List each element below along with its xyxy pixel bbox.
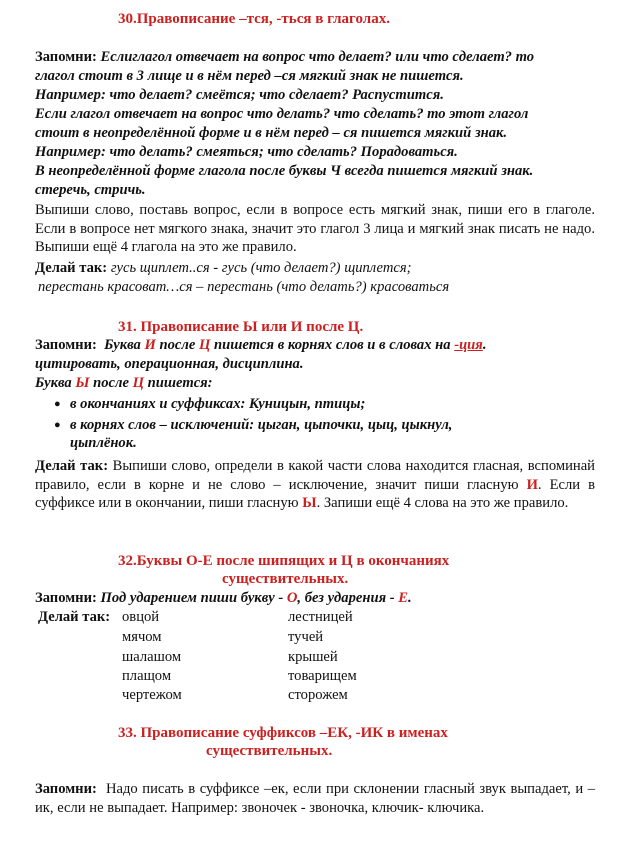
letter-ts: Ц [132, 375, 145, 391]
section-31-bullet-2-cont: цыплёнок. [70, 435, 137, 451]
bullet-icon: ● [54, 419, 61, 431]
section-30-do-line-1 [35, 259, 411, 277]
section-33-title-line-2: существительных. [206, 743, 333, 759]
example-word-left: овцой [122, 609, 160, 625]
remember-label: Запомни: [35, 590, 97, 606]
letter-ts: Ц [199, 337, 211, 353]
section-31-rule-line-3: Буква Ы после Ц пишется: [35, 375, 213, 391]
section-30-title: 30.Правописание –тся, -ться в глаголах. [118, 11, 390, 27]
section-32-rule: Запомни: Под ударением пиши букву - О, без ударения - Е. [35, 590, 412, 606]
letter-i: И [526, 476, 538, 493]
section-30-rule-line-6: стеречь, стричь. [35, 182, 146, 198]
section-31-bullet-1: в окончаниях и суффиксах: Куницын, птицы; [70, 396, 366, 412]
section-30-rule-line-3: Если глагол отвечает на вопрос что делать? что сделать? то этот глагол [35, 106, 529, 122]
example-word-left: мячом [122, 629, 162, 645]
example-word-left: чертежом [122, 687, 182, 703]
rule-text: Еслиглагол отвечает на вопрос что делает? или что сделает? то [100, 49, 535, 65]
section-30-rule-line-1 [35, 48, 534, 66]
example-word-right: товарищем [288, 668, 357, 684]
example-word-right: крышей [288, 649, 338, 665]
remember-label: Запомни: [35, 781, 97, 797]
letter-y: Ы [302, 495, 317, 512]
section-30-rule-line-4: стоит в неопределённой форме и в нём перед – ся пишется мягкий знак. [35, 125, 508, 141]
section-30-rule-line-2: глагол стоит в 3 лище и в нём перед –ся мягкий знак не пишется. [35, 68, 464, 84]
do-label: Делай так: [38, 609, 111, 625]
section-33-rule [35, 780, 595, 817]
section-30-do-line-2: перестань красоват…ся – перестань (что делать?) красоваться [38, 279, 450, 295]
section-30-example-1: Например: что делает? смеётся; что сделает? Распустится. [35, 87, 444, 103]
section-31-task: Делай так: Выпиши слово, определи в какой части слова находится гласная, вспоминай правило, если в корне и не слово – исключение, значит пиши гласную И. Если в суффиксе или в окончании, пиши гласную Ы. Запиши ещё 4 слова на это же правило. [35, 458, 595, 512]
letter-i: И [144, 337, 156, 353]
section-31-bullet-2: в корнях слов – исключений: цыган, цыпочки, цыц, цыкнул, [70, 417, 453, 433]
example-word-right: лестницей [288, 609, 353, 625]
section-30-example-2: Например: что делать? смеяться; что сделать? Порадоваться. [35, 144, 458, 160]
section-30-rule-line-5: В неопределённой форме глагола после буквы Ч всегда пишется мягкий знак. [35, 163, 534, 179]
do-label: Делай так: [35, 458, 109, 474]
section-31-rule-line-2: цитировать, операционная, дисциплина. [35, 356, 304, 372]
section-33-title-line-1: 33. Правописание суффиксов –ЕК, -ИК в именах [118, 725, 448, 741]
example-word-left: шалашом [122, 649, 182, 665]
letter-o: О [286, 590, 298, 606]
remember-label: Запомни: [35, 49, 97, 65]
rule-text: Надо писать в суффиксе –ек, если при склонении гласный звук выпадает, и –ик, если не выпадает. Например: звоночек - звоночка, ключик- ключика. [35, 781, 595, 816]
suffix-tsia: -ция [454, 337, 483, 353]
section-31-title: 31. Правописание Ы или И после Ц. [118, 319, 364, 335]
example-word-left: плащом [122, 668, 172, 684]
letter-e: Е [398, 590, 408, 606]
example-word-right: тучей [288, 629, 324, 645]
section-30-task: Выпиши слово, поставь вопрос, если в вопросе есть мягкий знак, пиши его в глаголе. Если в вопросе нет мягкого знака, значит это глагол 3 лица и мягкий знак писать не надо. Выпиши ещё 4 глагола на это же правило. [35, 202, 595, 255]
section-32-title-line-2: существительных. [222, 571, 349, 587]
remember-label: Запомни: [35, 337, 97, 353]
section-31-rule-line-1: Запомни: Буква И после Ц пишется в корнях слов и в словах на -ция. [35, 337, 487, 353]
do-example: гусь щиплет..ся - гусь (что делает?) щиплется; [110, 260, 412, 276]
do-label: Делай так: [35, 260, 108, 276]
letter-y: Ы [75, 375, 90, 391]
example-word-right: сторожем [288, 687, 348, 703]
bullet-icon: ● [54, 398, 61, 410]
section-32-title-line-1: 32.Буквы О-Е после шипящих и Ц в окончаниях [118, 553, 450, 569]
